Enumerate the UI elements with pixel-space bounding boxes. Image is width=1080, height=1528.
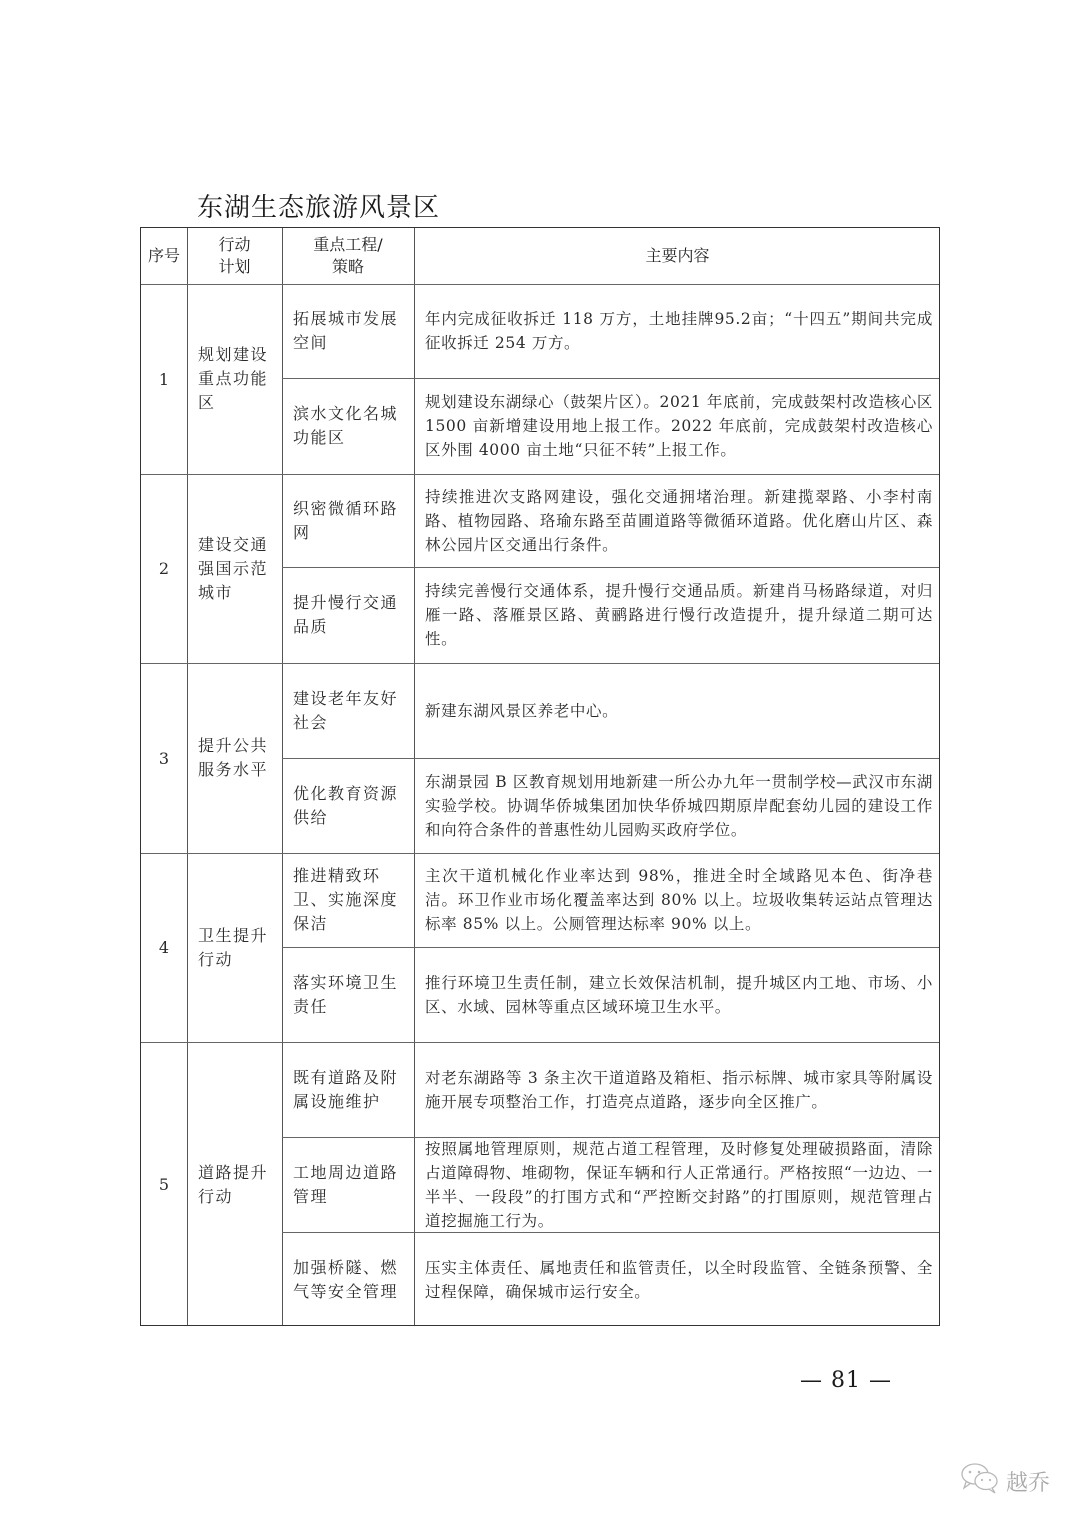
seq-cell: 3	[158, 748, 170, 768]
content-cell: 推行环境卫生责任制，建立长效保洁机制，提升城区内工地、市场、小区、水域、园林等重点区域环境卫生水平。	[425, 973, 933, 1016]
project-cell: 推进精致环卫、实施深度保洁	[293, 866, 399, 933]
plan-cell: 建设交通强国示范城市	[198, 534, 269, 602]
header-content: 主要内容	[645, 246, 710, 265]
project-cell: 落实环境卫生责任	[293, 972, 399, 1016]
watermark	[960, 1462, 1050, 1500]
page-title: 东湖生态旅游风景区	[197, 193, 441, 223]
content-cell: 年内完成征收拆迁 118 万方，土地挂牌95.2亩；“十四五”期间共完成征收拆迁 254 万方。	[425, 310, 933, 352]
seq-cell: 5	[158, 1175, 170, 1194]
project-cell: 既有道路及附属设施维护	[293, 1067, 399, 1111]
seq-cell: 1	[158, 369, 170, 389]
content-cell: 主次干道机械化作业率达到 98%，推进全时全域路见本色、街净巷洁。环卫作业市场化覆盖率达到 80% 以上。垃圾收集转运站点管理达标率 85% 以上。公厕管理达标率 90% 以上。	[425, 867, 933, 933]
project-cell: 建设老年友好社会	[293, 688, 399, 732]
watermark-text: 越乔	[1006, 1470, 1051, 1496]
content-cell: 规划建设东湖绿心（鼓架片区）。2021 年底前，完成鼓架村改造核心区 1500 亩新增建设用地上报工作。2022 年底前，完成鼓架村改造核心区外围 4000 亩土地“只征不转”上报工作。	[425, 393, 933, 459]
content-cell: 持续完善慢行交通体系，提升慢行交通品质。新建肖马杨路绿道，对归雁一路、落雁景区路、黄鹂路进行慢行改造提升，提升绿道二期可达性。	[425, 582, 933, 648]
plan-cell: 规划建设重点功能区	[198, 345, 269, 412]
project-cell: 优化教育资源供给	[293, 783, 399, 827]
project-cell: 加强桥隧、燃气等安全管理	[293, 1257, 399, 1301]
project-cell: 织密微循环路网	[293, 498, 399, 542]
plan-cell: 提升公共服务水平	[198, 736, 269, 779]
plan-cell: 卫生提升行动	[198, 925, 269, 969]
project-cell: 滨水文化名城功能区	[293, 404, 399, 447]
wechat-icon	[960, 1462, 1000, 1500]
header-project: 重点工程/ 策略	[313, 235, 383, 276]
seq-cell: 2	[158, 559, 170, 578]
header-plan: 行动 计划	[218, 235, 251, 276]
plan-cell: 道路提升行动	[198, 1162, 269, 1206]
content-cell: 按照属地管理原则，规范占道工程管理，及时修复处理破损路面，清除占道障碍物、堆砌物，保证车辆和行人正常通行。严格按照“一边边、一半半、一段段”的打围方式和“严控断交封路”的打围原则，规范管理占道挖掘施工行为。	[425, 1139, 933, 1230]
content-cell: 东湖景园 B 区教育规划用地新建一所公办九年一贯制学校—武汉市东湖实验学校。协调华侨城集团加快华侨城四期原岸配套幼儿园的建设工作和向符合条件的普惠性幼儿园购买政府学位。	[425, 772, 933, 839]
content-cell: 新建东湖风景区养老中心。	[425, 701, 619, 720]
project-cell: 拓展城市发展空间	[293, 309, 399, 352]
content-cell: 对老东湖路等 3 条主次干道道路及箱柜、指示标牌、城市家具等附属设施开展专项整治工作，打造亮点道路，逐步向全区推广。	[425, 1068, 933, 1111]
project-cell: 工地周边道路管理	[293, 1162, 399, 1206]
content-cell: 压实主体责任、属地责任和监管责任，以全时段监管、全链条预警、全过程保障，确保城市运行安全。	[425, 1258, 933, 1301]
header-seq: 序号	[147, 246, 180, 265]
content-cell: 持续推进次支路网建设，强化交通拥堵治理。新建揽翠路、小李村南路、植物园路、珞瑜东路至苗圃道路等微循环道路。优化磨山片区、森林公园片区交通出行条件。	[425, 487, 933, 554]
action-plan-table	[140, 227, 940, 1326]
project-cell: 提升慢行交通品质	[293, 593, 399, 636]
seq-cell: 4	[158, 938, 170, 957]
page-number: — 81 —	[800, 1368, 892, 1393]
